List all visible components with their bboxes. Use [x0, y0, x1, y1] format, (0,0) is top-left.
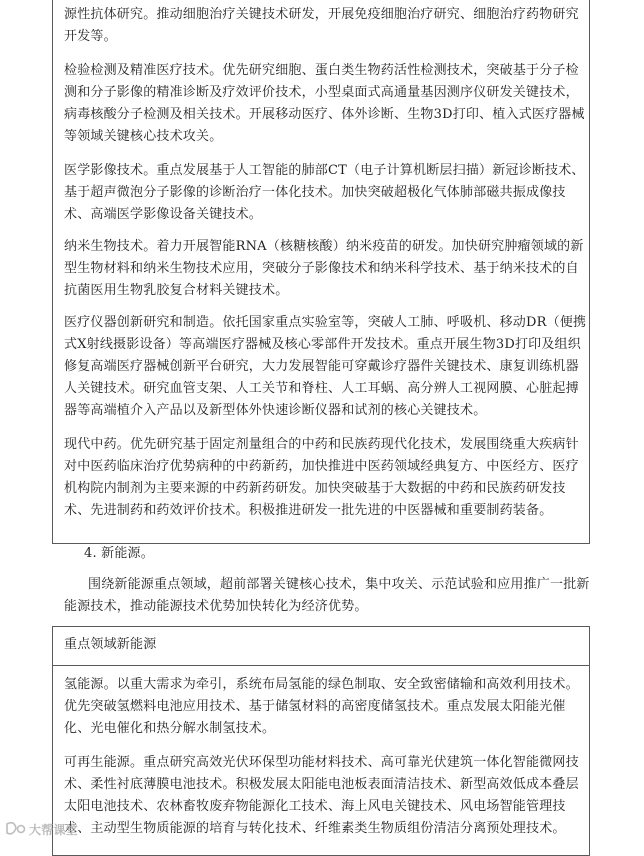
table-title: 重点领域新能源 [64, 637, 157, 652]
para-nano-biotech: 纳米生物技术。着力开展智能RNA（核糖核酸）纳米疫苗的研发。加快研究肿瘤领域的新型生物材料和纳米生物技术应用，突破分子影像技术和纳米科学技术、基于纳米技术的自抗菌医用生物乳胶复合材料关键技术。 [64, 239, 584, 298]
para-antibody-research: 源性抗体研究。推动细胞治疗关键技术研发，开展免疫细胞治疗研究、细胞治疗药物研究开发等。 [64, 7, 579, 44]
watermark [4, 820, 78, 838]
table-divider [52, 665, 590, 666]
para-modern-tcm: 现代中药。优先研究基于固定剂量组合的中药和民族药现代化技术，发展围绕重大疾病针对中医药临床治疗优势病种的中药新药，加快推进中医药领域经典复方、中医经方、医疗机构院内制剂为主要来源的中药新药研发。加快突破基于大数据的中药和民族药研发技术、先进制药和药效评价技术。积极推进研发一批先进的中医器械和重要制药装备。 [64, 437, 579, 518]
para-hydrogen: 氢能源。以重大需求为牵引，系统布局氢能的绿色制取、安全致密储输和高效利用技术。优先突破氢燃料电池应用技术、基于储氢材料的高密度储氢技术。重点发展太阳能光催化、光电催化和热分解水制氢技术。 [64, 677, 579, 736]
watermark-text: 大帮课堂 [29, 822, 78, 837]
section-heading: 4. 新能源。 [84, 546, 154, 561]
para-medical-devices: 医疗仪器创新研究和制造。依托国家重点实验室等，突破人工肺、呼吸机、移动DR（便携式X射线摄影设备）等高端医疗器械及核心零部件开发技术。重点开展生物3D打印及组织修复高端医疗器械创新平台研究，大力发展智能可穿戴诊疗器件关键技术、康复训练机器人关键技术。研究血管支架、人工关节和脊柱、人工耳蜗、高分辨人工视网膜、心脏起搏器等高端植介入产品以及新型体外快速诊断仪器和试剂的核心关键技术。 [64, 315, 587, 418]
para-renewable: 可再生能源。重点研究高效光伏环保型功能材料技术、高可靠光伏建筑一体化智能微网技术、柔性衬底薄膜电池技术。积极发展太阳能电池板表面清洁技术、新型高效低成本叠层太阳电池技术、农林畜牧废弃物能源化工技术、海上风电关键技术、风电场智能管理技术、主动型生物质能源的培育与转化技术、纤维素类生物质组份清洁分离预处理技术。 [64, 755, 579, 836]
para-medical-imaging: 医学影像技术。重点发展基于人工智能的肺部CT（电子计算机断层扫描）新冠诊断技术、基于超声微泡分子影像的诊断治疗一体化技术。加快突破超极化气体肺部磁共振成像技术、高端医学影像设备关键技术。 [64, 163, 585, 222]
section-intro: 围绕新能源重点领域，超前部署关键核心技术，集中攻关、示范试验和应用推广一批新能源技术，推动能源技术优势加快转化为经济优势。 [64, 577, 590, 614]
watermark-logo-icon [4, 821, 26, 837]
para-precision-medicine: 检验检测及精准医疗技术。优先研究细胞、蛋白类生物药活性检测技术，突破基于分子检测和分子影像的精准诊断及疗效评价技术，小型桌面式高通量基因测序仪研发关键技术，病毒核酸分子检测及相关技术。开展移动医疗、体外诊断、生物3D打印、植入式医疗器械等领域关键核心技术攻关。 [64, 63, 585, 144]
